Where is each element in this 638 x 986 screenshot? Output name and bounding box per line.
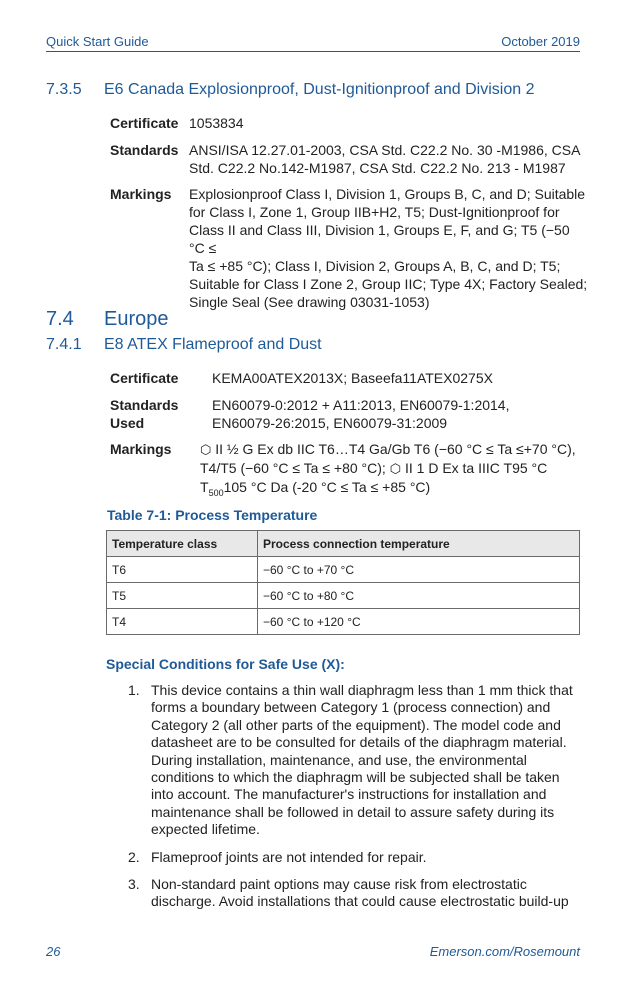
e6-standards-line: ANSI/ISA 12.27.01-2003, CSA Std. C22.2 No. 30 -M1986, CSA (189, 142, 581, 158)
e8-standards-label: Standards (110, 397, 179, 413)
table-cell: T6 (107, 557, 258, 583)
list-item-text: Non-standard paint options may cause risk from electrostatic discharge. Avoid installations that could cause electrostatic build-up (151, 876, 569, 910)
e6-markings-line: Single Seal (See drawing 03031-1053) (189, 294, 430, 310)
page-number: 26 (46, 944, 61, 959)
section-74-number: 7.4 (46, 308, 74, 330)
e6-markings-label: Markings (110, 186, 172, 202)
e8-standards-line: EN60079-26:2015, EN60079-31:2009 (212, 415, 448, 431)
special-conditions-title: Special Conditions for Safe Use (X): (106, 656, 345, 672)
section-74-title: Europe (104, 308, 169, 330)
list-item-number: 2. (128, 848, 140, 865)
e6-markings-line: Class II and Class III, Division 1, Groups E, F, and G; T5 (−50 °C ≤ (189, 222, 570, 256)
e8-markings-line-2b: II 1 D Ex ta IIIC T95 °C (404, 460, 548, 476)
e8-standards-label-2: Used (110, 415, 145, 431)
list-item (128, 682, 576, 839)
table-cell: −60 °C to +120 °C (258, 609, 580, 635)
e6-certificate-label: Certificate (110, 115, 179, 131)
list-item-number: 1. (128, 682, 140, 698)
ex-hexagon-icon: ⬡ (200, 442, 212, 457)
list-item-number: 3. (128, 876, 140, 893)
e8-markings-line-3-rest: 105 °C Da (-20 °C ≤ Ta ≤ +85 °C) (223, 479, 431, 495)
header-doc-title: Quick Start Guide (46, 34, 149, 49)
table-header-row (107, 531, 580, 557)
e8-markings-label: Markings (110, 441, 172, 457)
e8-markings-line-2a: T4/T5 (−60 °C ≤ Ta ≤ +80 °C); (200, 460, 386, 476)
footer-site: Emerson.com/Rosemount (429, 944, 580, 959)
header-divider (46, 51, 580, 52)
e6-markings-line: for Class I, Zone 1, Group IIB+H2, T5; Dust-Ignitionproof for (189, 204, 560, 220)
list-item (128, 876, 576, 911)
list-item-text: Flameproof joints are not intended for repair. (151, 848, 427, 865)
table-row (107, 557, 580, 583)
list-item (128, 849, 576, 866)
table-cell: −60 °C to +70 °C (258, 557, 580, 583)
table-cell: T4 (107, 609, 258, 635)
header-date: October 2019 (501, 34, 580, 49)
e8-markings-line-1: II ½ G Ex db IIC T6…T4 Ga/Gb T6 (−60 °C ≤ Ta ≤+70 °C), (215, 441, 576, 457)
table-cell: T5 (107, 583, 258, 609)
table-caption: Table 7-1: Process Temperature (107, 507, 318, 523)
table-header-cell: Process connection temperature (258, 531, 580, 557)
section-741-title: E8 ATEX Flameproof and Dust (104, 336, 322, 353)
section-735-title: E6 Canada Explosionproof, Dust-Ignitionproof and Division 2 (104, 81, 535, 98)
e8-standards-line: EN60079-0:2012 + A11:2013, EN60079-1:2014, (212, 397, 510, 413)
e8-markings-line-3-t: T (200, 479, 209, 495)
e6-markings-line: Explosionproof Class I, Division 1, Groups B, C, and D; Suitable (189, 186, 586, 202)
e6-standards-line: Std. C22.2 No.142-M1987, CSA Std. C22.2 No. 213 - M1987 (189, 160, 566, 176)
special-conditions-list (128, 682, 576, 921)
list-item-text: This device contains a thin wall diaphragm less than 1 mm thick that forms a boundary between Category 1 (process connection) and Category 2 (all other parts of the equipment). The model code and datasheet are to be consulted for details of the diaphragm material. During installation, maintenance, and use, the environmental conditions to which the diaphragm will be subjected shall be taken into account. The manufacturer's instructions for installation and maintenance shall be followed in detail to assure safety during its expected lifetime. (151, 682, 573, 838)
table-row (107, 609, 580, 635)
process-temperature-table (106, 530, 580, 635)
e8-markings-line-3-sub: 500 (208, 487, 224, 498)
e8-certificate-label: Certificate (110, 370, 179, 386)
table-cell: −60 °C to +80 °C (258, 583, 580, 609)
e8-certificate-value: KEMA00ATEX2013X; Baseefa11ATEX0275X (212, 370, 493, 386)
table-row (107, 583, 580, 609)
e6-certificate-value: 1053834 (189, 115, 244, 131)
e6-standards-label: Standards (110, 142, 179, 158)
e6-markings-line: Ta ≤ +85 °C); Class I, Division 2, Groups A, B, C, and D; T5; (189, 258, 561, 274)
section-74-heading (46, 308, 169, 331)
section-741-number: 7.4.1 (46, 336, 82, 353)
table-header-cell: Temperature class (107, 531, 258, 557)
ex-hexagon-icon: ⬡ (389, 461, 402, 476)
section-735-number: 7.3.5 (46, 81, 82, 98)
e6-markings-line: Suitable for Class I Zone 2, Group IIC; Type 4X; Factory Sealed; (189, 276, 588, 292)
